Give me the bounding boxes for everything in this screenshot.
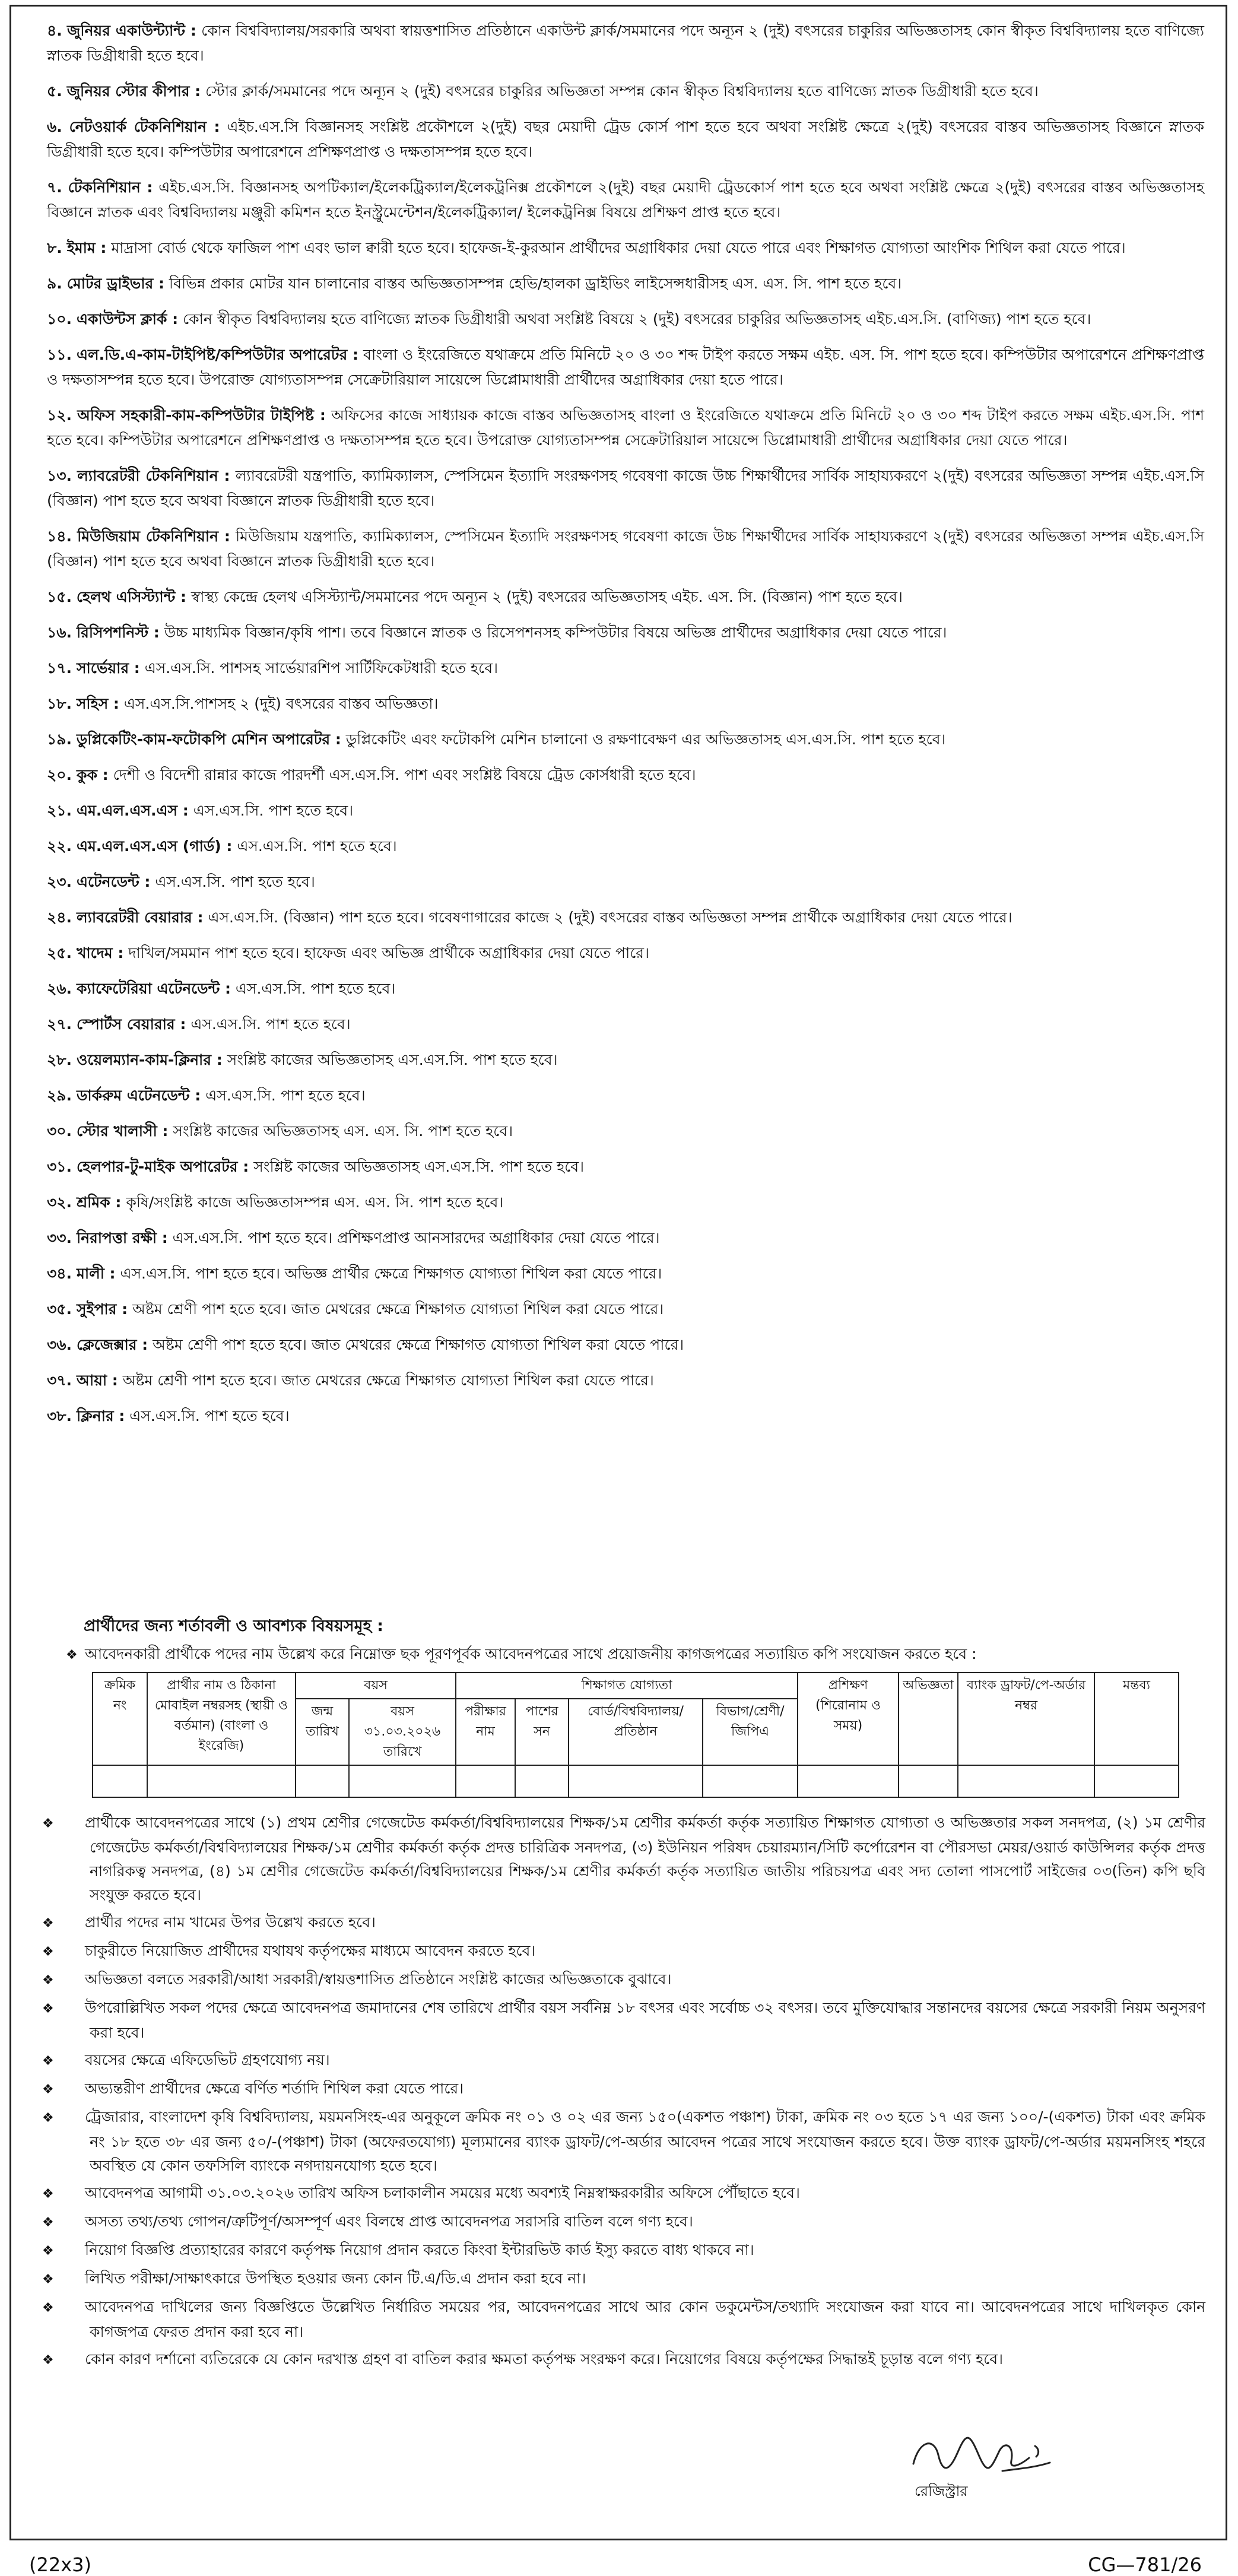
position-requirement: কোন স্বীকৃত বিশ্ববিদ্যালয় হতে বাণিজ্যে স্নাতক ডিগ্রীধারী অথবা সংশ্লিষ্ট বিষয়ে ২ (দুই) বৎসরের চাকুরির অভিজ্ঞতাসহ এইচ.এস.সি. (বাণিজ্য) পাশ হতে হবে। [183,310,1091,328]
col-division: বিভাগ/শ্রেণী/জিপিএ [703,1699,798,1765]
position-title: ইমাম : [66,239,107,256]
bullet-icon: ❖ [42,2111,54,2125]
position-title: সহিস : [76,695,119,712]
condition-text: লিখিত পরীক্ষা/সাক্ষাৎকারে উপস্থিত হওয়ার জন্য কোন টি.এ/ডি.এ প্রদান করা হবে না। [85,2270,586,2287]
position-number: ৫. [47,83,62,100]
position-number: ৩৩. [47,1229,72,1246]
position-requirement: অফিসের কাজে সাধ্যায়ক কাজে বাস্তব অভিজ্ঞতাসহ বাংলা ও ইংরেজিতে যথাক্রমে প্রতি মিনিটে ২০ ও ৩০ শব্দ টাইপ করতে সক্ষম এইচ.এস.সি. পাশ হতে হবে। কম্পিউটার অপারেশনে প্রশিক্ষণপ্রাপ্ত ও দক্ষতাসম্পন্ন হতে হবে। উপরোক্ত যোগ্যতাসম্পন্ন সেক্রেটারিয়াল সায়েন্সে ডিপ্লোমাধারী প্রার্থীদের অগ্রাধিকার দেয়া যেতে পারে। [47,407,1204,449]
position-number: ৩৭. [47,1372,72,1389]
conditions-list [42,1811,1205,2376]
position-number: ৯. [47,275,62,292]
position-number: ২৭. [47,1016,72,1033]
position-number: ১৯. [47,731,72,748]
condition-text: ট্রেজারার, বাংলাদেশ কৃষি বিশ্ববিদ্যালয়, ময়মনসিংহ-এর অনুকূলে ক্রমিক নং ০১ ও ০২ এর জন্য ১৫০(একশত পঞ্চাশ) টাকা, ক্রমিক নং ০৩ হতে ১৭ এর জন্য ১০০/-(একশত) টাকা এবং ক্রমিক নং ১৮ হতে ৩৮ এর জন্য ৫০/-(পঞ্চাশ) টাকা (অফেরতযোগ্য) মূল্যমানের ব্যাংক ড্রাফট/পে-অর্ডার আবেদন পত্রের সাথে সংযোজন করতে হবে। উক্ত ব্যাংক ড্রাফট/পে-অর্ডার ময়মনসিংহ শহরে অবস্থিত যে কোন তফসিলি ব্যাংকে নগদায়নযোগ্য হতে হবে। [85,2108,1205,2174]
position-requirement: এস.এস.সি. পাশ হতে হবে। [235,980,396,997]
position-requirement: স্টোর ক্লার্ক/সমমানের পদে অন্যূন ২ (দুই) বৎসরের চাকুরির অভিজ্ঞতা সম্পন্ন কোন স্বীকৃত বিশ্ববিদ্যালয় হতে বাণিজ্যে স্নাতক ডিগ্রীধারী হতে হবে। [205,83,1039,100]
position-item [47,1048,1204,1073]
application-form-table [92,1672,1179,1798]
advertisement-page [9,5,1227,2576]
position-requirement: মিউজিয়াম যন্ত্রপাতি, ক্যামিক্যালস, স্পেসিমেন ইত্যাদি সংরক্ষণসহ গবেষণা কাজে উচ্চ শিক্ষার্থীদের সার্বিক সাহায্যকরণে ২(দুই) বৎসরের অভিজ্ঞতা সম্পন্ন এইচ.এস.সি (বিজ্ঞান) পাশ হতে হবে অথবা বিজ্ঞানে স্নাতক ডিগ্রীধারী হতে হবে। [47,528,1205,570]
position-item [47,236,1204,261]
col-experience: অভিজ্ঞতা [899,1673,958,1765]
position-item [47,656,1204,681]
bullet-icon: ❖ [42,2272,54,2287]
position-item [47,1368,1204,1393]
position-item [47,271,1204,296]
position-requirement: এস.এস.সি. পাশ হতে হবে। [237,837,397,855]
position-title: মোটর ড্রাইভার : [66,275,164,292]
position-title: ক্যাফেটেরিয়া এটেনডেন্ট : [76,980,231,997]
position-requirement: এস.এস.সি. পাশ হতে হবে। [193,802,354,819]
position-number: ১৮. [47,695,72,712]
position-number: ২১. [47,802,72,819]
col-education: শিক্ষাগত যোগ্যতা [456,1673,798,1699]
position-item [47,941,1204,966]
position-title: শ্রমিক : [76,1194,122,1211]
position-list [47,18,1204,1439]
col-name-address: প্রার্থীর নাম ও ঠিকানা মোবাইল নম্বরসহ (স্থায়ী ও বর্তমান) (বাংলা ও ইংরেজি) [147,1673,296,1765]
position-requirement: এইচ.এস.সি বিজ্ঞানসহ সংশ্লিষ্ট প্রকৌশলে ২(দুই) বছর মেয়াদী ট্রেড কোর্স পাশ হতে হবে অথবা সংশ্লিষ্ট ক্ষেত্রে ২(দুই) বৎসরের বাস্তব অভিজ্ঞতাসহ বিজ্ঞানে স্নাতক ডিগ্রীধারী হতে হবে। কম্পিউটার অপারেশনে প্রশিক্ষণপ্রাপ্ত ও দক্ষতাসম্পন্ন হতে হবে। [47,118,1204,160]
position-requirement: সংশ্লিষ্ট কাজের অভিজ্ঞতাসহ এস. এস. সি. পাশ হতে হবে। [173,1122,513,1140]
position-number: ১২. [47,407,72,424]
position-item [47,1226,1204,1251]
position-title: ক্লেজেক্সার : [76,1336,148,1353]
condition-item [42,1996,1205,2045]
position-number: ১৩. [47,467,72,484]
registrar-title: রেজিস্ট্রার [915,2483,968,2499]
position-number: ৩৫. [47,1300,72,1318]
footer-ad-code: CG—781/26 [1088,2553,1202,2576]
position-requirement: এস.এস.সি. পাশসহ সার্ভেয়ারশিপ সার্টিফিকেটধারী হতে হবে। [144,659,499,677]
position-requirement: কোন বিশ্ববিদ্যালয়/সরকারি অথবা স্বায়ত্তশাসিত প্রতিষ্ঠানে একাউন্ট ক্লার্ক/সমমানের পদে অন্যূন ২ (দুই) বৎসরের চাকুরির অভিজ্ঞতাসহ কোন স্বীকৃত বিশ্ববিদ্যালয় হতে বাণিজ্যে স্নাতক ডিগ্রীধারী হতে হবে। [47,22,1204,64]
col-training: প্রশিক্ষণ (শিরোনাম ও সময়) [798,1673,899,1765]
position-item [47,976,1204,1001]
position-item [47,727,1204,752]
position-requirement: কৃষি/সংশ্লিষ্ট কাজে অভিজ্ঞতাসম্পন্ন এস. এস. সি. পাশ হতে হবে। [126,1194,504,1211]
position-number: ২৩. [47,873,72,890]
position-item [47,79,1204,104]
position-requirement: মাদ্রাসা বোর্ড থেকে ফাজিল পাশ এবং ভাল ক্বারী হতে হবে। হাফেজ-ই-কুরআন প্রার্থীদের অগ্রাধিকার দেয়া যেতে পারে এবং শিক্ষাগত যোগ্যতা আংশিক শিথিল করা যেতে পারে। [111,239,1126,256]
col-serial: ক্রমিক নং [93,1673,147,1765]
bullet-icon: ❖ [42,2301,54,2315]
bullet-icon: ❖ [42,2187,54,2201]
position-title: স্টোর খালাসী : [76,1122,169,1140]
condition-text: আবেদনপত্র দাখিলের জন্য বিজ্ঞপ্তিতে উল্লেখিত নির্ধারিত সময়ের পর, আবেদনপত্রের সাথে আর কোন ডকুমেন্টস/তথ্যাদি সংযোজন করা যাবে না। আবেদনপত্রের সাথে দাখিলকৃত কোন কাগজপত্র ফেরত প্রদান করা হবে না। [85,2298,1205,2340]
position-title: আয়া : [76,1372,118,1389]
position-requirement: ডুপ্লিকেটিং এবং ফটোকপি মেশিন চালানো ও রক্ষণাবেক্ষণ এর অভিজ্ঞতাসহ এস.এস.সি. পাশ হতে হবে। [345,731,946,748]
position-title: এটেনডেন্ট : [76,873,151,890]
position-item [47,870,1204,894]
first-condition-text: আবেদনকারী প্রার্থীকে পদের নাম উল্লেখ করে নিম্নোক্ত ছক পূরণপূর্বক আবেদনপত্রের সাথে প্রয়োজনীয় কাগজপত্রের সত্যায়িত কপি সংযোজন করতে হবে : [85,1645,977,1663]
position-number: ৭. [47,179,62,196]
position-title: সুইপার : [76,1300,128,1318]
col-exam-name: পরীক্ষার নাম [456,1699,515,1765]
condition-text: অসত্য তথ্য/তথ্য গোপন/ত্রুটিপূর্ণ/অসম্পূর্ণ এবং বিলম্বে প্রাপ্ত আবেদনপত্র সরাসরি বাতিল বলে গণ্য হবে। [85,2213,693,2230]
condition-text: আবেদনপত্র আগামী ৩১.০৩.২০২৬ তারিখ অফিস চলাকালীন সময়ের মধ্যে অবশ্যই নিম্নস্বাক্ষরকারীর অফিসে পৌঁছাতে হবে। [85,2184,800,2201]
condition-item [42,1911,1205,1936]
position-number: ২৬. [47,980,72,997]
position-title: মালী : [76,1265,116,1282]
bullet-icon: ❖ [42,2215,54,2230]
position-item [47,585,1204,610]
position-number: ৩১. [47,1158,72,1175]
col-bank-draft: ব্যাংক ড্রাফট/পে-অর্ডার নম্বর [958,1673,1094,1765]
position-number: ৬. [47,118,62,135]
position-item [47,1404,1204,1429]
position-title: এম.এল.এস.এস : [76,802,189,819]
condition-item [42,1939,1205,1964]
condition-text: প্রার্থীর পদের নাম খামের উপর উল্লেখ করতে হবে। [85,1914,376,1931]
position-item [47,1083,1204,1108]
position-number: ১১. [47,346,72,363]
position-requirement: স্বাস্থ্য কেন্দ্রে হেলথ এসিস্ট্যান্ট/সমমানের পদে অন্যূন ২ (দুই) বৎসরের অভিজ্ঞতাসহ এইচ. এস. সি. (বিজ্ঞান) পাশ হতে হবে। [191,588,903,605]
position-requirement: দেশী ও বিদেশী রান্নার কাজে পারদর্শী এস.এস.সি. পাশ এবং সংশ্লিষ্ট বিষয়ে ট্রেড কোর্সধারী হতে হবে। [113,766,696,783]
condition-item [42,2267,1205,2292]
position-item [47,798,1204,823]
condition-item [42,2105,1205,2178]
position-item [47,620,1204,645]
bullet-icon: ❖ [42,2244,54,2258]
bullet-icon: ❖ [42,1973,54,1988]
col-age: বয়স [296,1673,456,1699]
position-title: ওয়েলম্যান-কাম-ক্লিনার : [76,1051,223,1068]
col-birth-date: জন্ম তারিখ [296,1699,349,1765]
position-title: মিউজিয়াম টেকনিশিয়ান : [77,528,230,545]
position-item [47,1012,1204,1037]
position-item [47,1297,1204,1322]
position-number: ৩৬. [47,1336,72,1353]
condition-item [42,2295,1205,2344]
position-requirement: ল্যাবরেটরী যন্ত্রপাতি, ক্যামিক্যালস, স্পেসিমেন ইত্যাদি সংরক্ষণসহ গবেষণা কাজে উচ্চ শিক্ষার্থীদের সার্বিক সাহায্যকরণে ২(দুই) বৎসরের অভিজ্ঞতা সম্পন্ন এইচ.এস.সি (বিজ্ঞান) পাশ হতে হবে অথবা বিজ্ঞানে স্নাতক ডিগ্রীধারী হতে হবে। [47,467,1204,509]
position-requirement: এস.এস.সি.পাশসহ ২ (দুই) বৎসরের বাস্তব অভিজ্ঞতা। [123,695,439,712]
position-requirement: এস.এস.সি. (বিজ্ঞান) পাশ হতে হবে। গবেষণাগারের কাজে ২ (দুই) বৎসরের বাস্তব অভিজ্ঞতা সম্পন্ন প্রার্থীকে অগ্রাধিকার দেয়া যেতে পারে। [208,909,1012,926]
position-requirement: দাখিল/সমমান পাশ হতে হবে। হাফেজ এবং অভিজ্ঞ প্রার্থীকে অগ্রাধিকার দেয়া যেতে পারে। [128,944,649,962]
position-title: খাদেম : [76,944,124,962]
position-number: ৪. [47,22,62,39]
position-title: ক্লিনার : [76,1407,125,1425]
position-item [47,834,1204,859]
position-requirement: সংশ্লিষ্ট কাজের অভিজ্ঞতাসহ এস.এস.সি. পাশ হতে হবে। [227,1051,558,1068]
col-remarks: মন্তব্য [1094,1673,1179,1765]
position-title: জুনিয়র একাউন্ট্যান্ট : [66,22,196,39]
position-number: ২৯. [47,1087,72,1104]
position-title: জুনিয়র স্টোর কীপার : [66,83,201,100]
position-title: এল.ডি.এ-কাম-টাইপিষ্ট/কম্পিউটার অপারেটর : [76,346,358,363]
position-title: নিরাপত্তা রক্ষী : [76,1229,168,1246]
position-number: ১৫. [47,588,72,605]
condition-item [42,1811,1205,1907]
condition-item [42,2181,1205,2206]
condition-item [42,1968,1205,1993]
condition-text: নিয়োগ বিজ্ঞপ্তি প্রত্যাহারের কারণে কর্তৃপক্ষ নিয়োগ প্রদান করতে কিংবা ইন্টারভিউ কার্ড ইস্যু করতে বাধ্য থাকবে না। [85,2241,754,2258]
position-title: হেলথ এসিস্ট্যান্ট : [76,588,186,605]
position-requirement: অষ্টম শ্রেণী পাশ হতে হবে। জাত মেথরের ক্ষেত্রে শিক্ষাগত যোগ্যতা শিথিল করা যেতে পারে। [122,1372,654,1389]
position-requirement: এস.এস.সি. পাশ হতে হবে। প্রশিক্ষণপ্রাপ্ত আনসারদের অগ্রাধিকার দেয়া যেতে পারে। [172,1229,660,1246]
condition-text: উপরোল্লিখিত সকল পদের ক্ষেত্রে আবেদনপত্র জমাদানের শেষ তারিখে প্রার্থীর বয়স সর্বনিম্ন ১৮ বৎসর এবং সর্বোচ্চ ৩২ বৎসর। তবে মুক্তিযোদ্ধার সন্তানদের বয়সের ক্ষেত্রে সরকারী নিয়ম অনুসরণ করা হবে। [85,1999,1205,2041]
position-number: ১৪. [47,528,72,545]
footer-size-code: (22x3) [29,2553,91,2576]
position-item [47,1190,1204,1215]
position-number: ২৫. [47,944,72,962]
position-title: ল্যাবরেটরী বেয়ারার : [76,909,204,926]
position-title: ডুপ্লিকেটিং-কাম-ফটোকপি মেশিন অপারেটর : [76,731,341,748]
condition-item [42,2077,1205,2102]
position-item [47,403,1204,453]
position-number: ৩২. [47,1194,72,1211]
bullet-icon: ❖ [42,1816,54,1831]
position-item [47,1333,1204,1357]
position-requirement: অষ্টম শ্রেণী পাশ হতে হবে। জাত মেথরের ক্ষেত্রে শিক্ষাগত যোগ্যতা শিথিল করা যেতে পারে। [153,1336,684,1353]
bullet-icon: ❖ [42,1944,54,1959]
position-item [47,905,1204,930]
condition-text: অভিজ্ঞতা বলতে সরকারী/আধা সরকারী/স্বায়ত্তশাসিত প্রতিষ্ঠানে সংশ্লিষ্ট কাজের অভিজ্ঞতাকে বুঝাবে। [85,1971,672,1988]
position-requirement: বিভিন্ন প্রকার মোটর যান চালানোর বাস্তব অভিজ্ঞতাসম্পন্ন হেভি/হালকা ড্রাইভিং লাইসেন্সধারীসহ এস. এস. সি. পাশ হতে হবে। [169,275,902,292]
conditions-heading: প্রার্থীদের জন্য শর্তাবলী ও আবশ্যক বিষয়সমূহ : [84,1617,383,1635]
position-number: ২২. [47,837,72,855]
condition-text: অভ্যন্তরীণ প্রার্থীদের ক্ষেত্রে বর্ণিত শর্তাদি শিথিল করা যেতে পারে। [85,2080,464,2097]
position-requirement: এইচ.এস.সি. বিজ্ঞানসহ অপটিক্যাল/ইলেকট্রিক্যাল/ইলেকট্রনিক্স প্রকৌশলে ২(দুই) বছর মেয়াদী ট্রেডকোর্স পাশ হতে হবে অথবা সংশ্লিষ্ট ক্ষেত্রে ২(দুই) বৎসরের বাস্তব অভিজ্ঞতাসহ বিজ্ঞানে স্নাতক এবং বিশ্ববিদ্যালয় মঞ্জুরী কমিশন হতে ইনস্ট্রুমেন্টেশন/ইলেকট্রিক্যাল/ ইলেকট্রনিক্স বিষয়ে প্রশিক্ষণ প্রাপ্ত হতে হবে। [47,179,1205,221]
position-number: ৩৮. [47,1407,72,1425]
condition-item [42,2048,1205,2073]
bullet-icon: ❖ [42,2001,54,2016]
bullet-icon: ❖ [42,2082,54,2097]
position-requirement: সংশ্লিষ্ট কাজের অভিজ্ঞতাসহ এস.এস.সি. পাশ হতে হবে। [253,1158,585,1175]
position-number: ৮. [47,239,62,256]
position-item [47,342,1204,392]
position-title: হেলপার-টু-মাইক অপারেটর : [76,1158,249,1175]
position-title: একাউন্টস ক্লার্ক : [76,310,179,328]
position-number: ২৮. [47,1051,72,1068]
position-requirement: এস.এস.সি. পাশ হতে হবে। [191,1016,351,1033]
position-item [47,1119,1204,1144]
position-item [47,1154,1204,1179]
bullet-icon: ❖ [42,2054,54,2069]
position-title: ডার্করুম এটেনডেন্ট : [76,1087,201,1104]
position-requirement: উচ্চ মাধ্যমিক বিজ্ঞান/কৃষি পাশ। তবে বিজ্ঞানে স্নাতক ও রিসেপশনসহ কম্পিউটার বিষয়ে অভিজ্ঞ প্রার্থীদের অগ্রাধিকার দেয়া যেতে পারে। [164,624,947,641]
position-item [47,307,1204,332]
position-number: ৩৪. [47,1265,72,1282]
col-age-on-date: বয়স ৩১.০৩.২০২৬ তারিখে [349,1699,456,1765]
condition-item [42,2238,1205,2263]
position-item [47,763,1204,788]
position-item [47,18,1204,68]
position-requirement: অষ্টম শ্রেণী পাশ হতে হবে। জাত মেথরের ক্ষেত্রে শিক্ষাগত যোগ্যতা শিথিল করা যেতে পারে। [132,1300,664,1318]
position-title: টেকনিশিয়ান : [68,179,153,196]
position-number: ৩০. [47,1122,72,1140]
position-requirement: এস.এস.সি. পাশ হতে হবে। [205,1087,366,1104]
position-title: অফিস সহকারী-কাম-কম্পিউটার টাইপিষ্ট : [77,407,326,424]
position-item [47,691,1204,716]
bullet-icon: ❖ [42,2353,54,2368]
position-title: এম.এল.এস.এস (গার্ড) : [76,837,233,855]
position-number: ১৬. [47,624,72,641]
position-number: ২৪. [47,909,72,926]
bullet-icon: ❖ [42,1916,54,1931]
position-title: কুক : [76,766,109,783]
position-item [47,524,1204,574]
col-board: বোর্ড/বিশ্ববিদ্যালয়/প্রতিষ্ঠান [569,1699,703,1765]
position-requirement: এস.এস.সি. পাশ হতে হবে। [155,873,315,890]
position-title: স্পোর্টস বেয়ারার : [76,1016,186,1033]
position-title: রিসিপশনিস্ট : [76,624,160,641]
position-title: ল্যাবরেটরী টেকনিশিয়ান : [77,467,230,484]
position-title: নেটওয়ার্ক টেকনিশিয়ান : [69,118,220,135]
bullet-icon: ❖ [66,1648,78,1663]
signature [901,2428,1056,2482]
condition-item [42,2347,1205,2372]
first-condition [66,1642,1205,1667]
position-item [47,464,1204,513]
condition-item [42,2210,1205,2235]
position-item [47,175,1204,225]
position-requirement: এস.এস.সি. পাশ হতে হবে। [129,1407,290,1425]
condition-text: চাকুরীতে নিয়োজিত প্রার্থীদের যথাযথ কর্তৃপক্ষের মাধ্যমে আবেদন করতে হবে। [85,1942,536,1959]
condition-text: প্রার্থীকে আবেদনপত্রের সাথে (১) প্রথম শ্রেণীর গেজেটেড কর্মকর্তা/বিশ্ববিদ্যালয়ের শিক্ষক/১ম শ্রেণীর কর্মকর্তা কর্তৃক সত্যায়িত শিক্ষাগত যোগ্যতা ও অভিজ্ঞতার সকল সনদপত্র, (২) ১ম শ্রেণীর গেজেটেড কর্মকর্তা/বিশ্ববিদ্যালয়ের শিক্ষক/১ম শ্রেণীর কর্মকর্তা কর্তৃক প্রদত্ত চারিত্রিক সনদপত্র, (৩) ইউনিয়ন পরিষদ চেয়ারম্যান/সিটি কর্পোরেশন বা পৌরসভা মেয়র/ওয়ার্ড কাউন্সিলর কর্তৃক প্রদত্ত নাগরিকত্ব সনদপত্র, (৪) ১ম শ্রেণীর গেজেটেড কর্মকর্তা/বিশ্ববিদ্যালয়ের শিক্ষক/১ম শ্রেণীর কর্মকর্তা কর্তৃক সত্যায়িত জাতীয় পরিচয়পত্র এবং সদ্য তোলা পাসপোর্ট সাইজের ০৩(তিন) কপি ছবি সংযুক্ত করতে হবে। [85,1814,1205,1904]
col-pass-year: পাশের সন [515,1699,569,1765]
position-requirement: বাংলা ও ইংরেজিতে যথাক্রমে প্রতি মিনিটে ২০ ও ৩০ শব্দ টাইপ করতে সক্ষম এইচ. এস. সি. পাশ হতে হবে। কম্পিউটার অপারেশনে প্রশিক্ষণপ্রাপ্ত ও দক্ষতাসম্পন্ন হতে হবে। উপরোক্ত যোগ্যতাসম্পন্ন সেক্রেটারিয়াল সায়েন্সে ডিপ্লোমাধারী প্রার্থীদের অগ্রাধিকার দেয়া হতে পারে। [47,346,1205,388]
position-number: ১৭. [47,659,72,677]
position-requirement: এস.এস.সি. পাশ হতে হবে। অভিজ্ঞ প্রার্থীর ক্ষেত্রে শিক্ষাগত যোগ্যতা শিথিল করা যেতে পারে। [120,1265,662,1282]
position-title: সার্ভেয়ার : [76,659,140,677]
condition-text: কোন কারণ দর্শানো ব্যতিরেকে যে কোন দরখাস্ত গ্রহণ বা বাতিল করার ক্ষমতা কর্তৃপক্ষ সংরক্ষণ করে। নিয়োগের বিষয়ে কর্তৃপক্ষের সিদ্ধান্তই চূড়ান্ত বলে গণ্য হবে। [85,2350,1004,2368]
position-number: ২০. [47,766,72,783]
position-number: ১০. [47,310,72,328]
position-item [47,1261,1204,1286]
table-blank-row [93,1765,1179,1797]
condition-text: বয়সের ক্ষেত্রে এফিডেভিট গ্রহণযোগ্য নয়। [85,2051,330,2069]
position-item [47,115,1204,164]
